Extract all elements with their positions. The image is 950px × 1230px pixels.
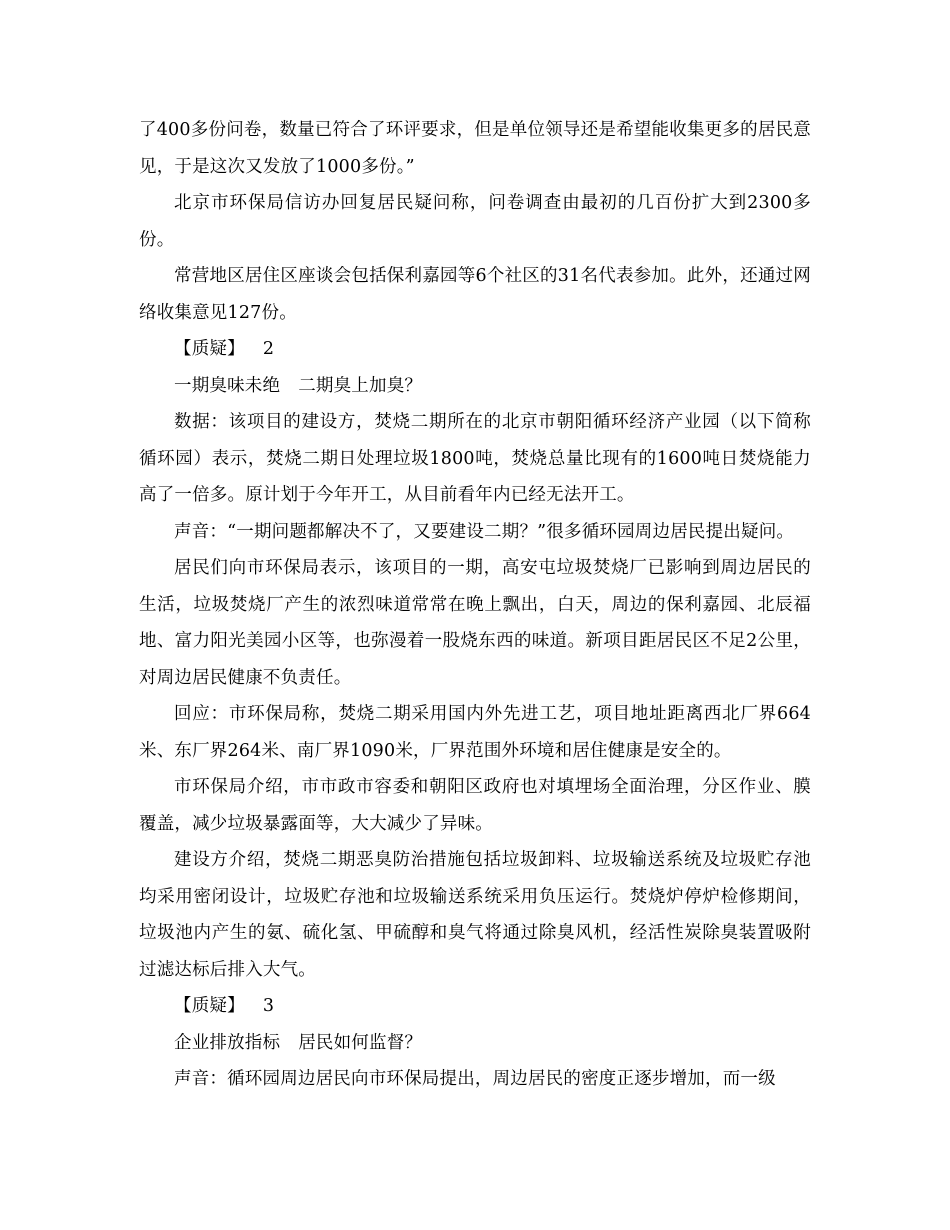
section-2-residents-paragraph: 居民们向市环保局表示，该项目的一期，高安屯垃圾焚烧厂已影响到周边居民的生活，垃圾焚烧厂产生的浓烈味道常常在晚上飘出，白天，周边的保利嘉园、北辰福地、富力阳光美园小区等，也弥漫着一股烧东西的味道。新项目距居民区不足2公里，对周边居民健康不负责任。 [139, 558, 811, 688]
document-body [139, 112, 811, 1098]
section-2-response-paragraph: 回应：市环保局称，焚烧二期采用国内外先进工艺，项目地址距离西北厂界664米、东厂界264米、南厂界1090米，厂界范围外环境和居住健康是安全的。 [139, 704, 811, 761]
paragraph-changying-forum: 常营地区居住区座谈会包括保利嘉园等6个社区的31名代表参加。此外，还通过网络收集意见127份。 [139, 266, 811, 323]
section-3-tag: 【质疑】 [174, 996, 245, 1016]
section-2-voice-paragraph: 声音：“一期问题都解决不了，又要建设二期？”很多循环园周边居民提出疑问。 [174, 521, 795, 542]
section-2-heading-b: 二期臭上加臭？ [298, 375, 423, 396]
section-3-number: 3 [262, 996, 275, 1016]
section-3-voice-paragraph: 声音：循环园周边居民向市环保局提出，周边居民的密度正逐步增加，而一级 [174, 1069, 776, 1089]
section-3-heading-b: 居民如何监督？ [298, 1032, 423, 1053]
section-2-data-paragraph: 数据：该项目的建设方，焚烧二期所在的北京市朝阳循环经济产业园（以下简称循环园）表示，焚烧二期日处理垃圾1800吨，焚烧总量比现有的1600吨日焚烧能力高了一倍多。原计划于今年开工，从目前看年内已经无法开工。 [139, 412, 811, 505]
section-2-heading-a: 一期臭味未绝 [174, 375, 281, 396]
section-3-heading [139, 1025, 811, 1062]
section-3-heading-a: 企业排放指标 [174, 1032, 281, 1053]
paragraph-complaint-office: 北京市环保局信访办回复居民疑问称，问卷调查由最初的几百份扩大到2300多份。 [139, 193, 811, 250]
section-2-epb-paragraph: 市环保局介绍，市市政市容委和朝阳区政府也对填埋场全面治理，分区作业、膜覆盖，减少垃圾暴露面等，大大减少了异味。 [139, 777, 811, 834]
paragraph-continued: 了400多份问卷，数量已符合了环评要求，但是单位领导还是希望能收集更多的居民意见，于是这次又发放了1000多份。” [139, 120, 811, 177]
section-2-number: 2 [262, 339, 275, 359]
section-2-tag-line [139, 331, 811, 368]
section-2-builder-paragraph: 建设方介绍，焚烧二期恶臭防治措施包括垃圾卸料、垃圾输送系统及垃圾贮存池均采用密闭设计，垃圾贮存池和垃圾输送系统采用负压运行。焚烧炉停炉检修期间，垃圾池内产生的氨、硫化氢、甲硫醇和臭气将通过除臭风机，经活性炭除臭装置吸附过滤达标后排入大气。 [139, 850, 811, 980]
section-2-heading [139, 368, 811, 405]
section-3-tag-line [139, 988, 811, 1025]
section-2-tag: 【质疑】 [174, 339, 245, 359]
